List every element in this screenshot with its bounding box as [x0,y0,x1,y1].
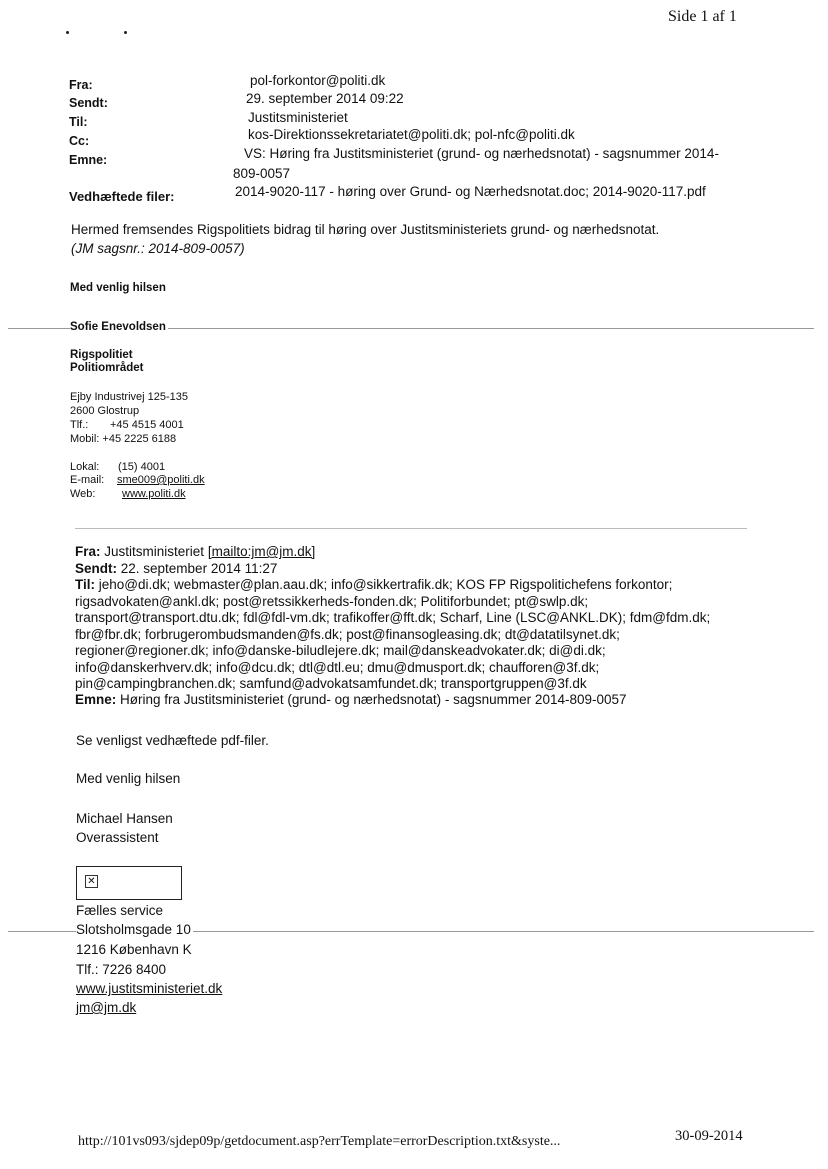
email2-city: 1216 København K [76,942,192,957]
email1-subject-label: Emne: [69,153,108,167]
email1-sig-web-link[interactable]: www.politi.dk [122,488,186,500]
email1-sig-tlf-label: Tlf.: [70,419,89,431]
email1-greeting: Med venlig hilsen [70,282,166,294]
email1-sig-email-link[interactable]: sme009@politi.dk [117,474,205,486]
email2-sig-name: Michael Hansen [76,811,173,826]
email2-to-line: jeho@di.dk; webmaster@plan.aau.dk; info@sikkertrafik.dk; KOS FP Rigspolitichefens forkontor; [98,577,673,592]
email2-subject: Høring fra Justitsministeriet (grund- og nærhedsnotat) - sagsnummer 2014-809-0057 [120,692,627,707]
email1-attachments-label: Vedhæftede filer: [69,189,175,204]
email2-to-line: rigsadvokaten@ankl.dk; post@retssikkerheds-fonden.dk; Politiforbundet; pt@swlp.dk; [75,594,589,609]
email1-from: pol-forkontor@politi.dk [250,73,386,88]
footer-url: http://101vs093/sjdep09p/getdocument.asp?errTemplate=errorDescription.txt&syste... [78,1134,561,1149]
email2-sent-row [75,561,277,576]
email1-from-label: Fra: [69,78,93,92]
footer-date: 30-09-2014 [675,1128,743,1144]
email1-sig-street: Ejby Industrivej 125-135 [70,391,189,403]
email1-sig-lokal: (15) 4001 [118,461,166,473]
email1-sig-org: Rigspolitiet [70,349,133,361]
email1-cc-label: Cc: [69,134,90,148]
email1-cc: kos-Direktionssekretariatet@politi.dk; pol-nfc@politi.dk [248,127,575,142]
email1-subject: VS: Høring fra Justitsministeriet (grund- og nærhedsnotat) - sagsnummer 2014- [244,146,719,161]
email2-to-label: Til: [75,577,95,592]
email2-subject-label: Emne: [75,692,117,707]
email1-sig-city: 2600 Glostrup [70,405,140,417]
email1-sig-web-label: Web: [70,488,96,500]
email2-mailto-link[interactable]: [mailto:jm@jm.dk] [207,544,316,559]
email1-sig-name: Sofie Enevoldsen [70,321,166,333]
broken-image-icon: ✕ [85,875,98,888]
email2-street: Slotsholmsgade 10 [76,922,191,937]
email2-to-line: regioner@regioner.dk; info@danske-biludlejere.dk; mail@danskeadvokater.dk; di@di.dk; [75,643,606,658]
email2-sent: 22. september 2014 11:27 [120,561,278,576]
email2-subject-row [75,692,627,707]
email2-to-line: transport@transport.dtu.dk; fdl@fdl-vm.dk; trafikoffer@fft.dk; Scharf, Line (LSC@ANKL.DK); fdm@fdm.dk; [75,610,711,625]
email2-web-link[interactable]: www.justitsministeriet.dk [76,981,223,996]
email1-ref: (JM sagsnr.: 2014-809-0057) [71,241,245,256]
scan-speck [66,31,69,34]
email1-sent: 29. september 2014 09:22 [246,91,404,106]
email2-to-row [75,577,672,592]
email2-body: Se venligst vedhæftede pdf-filer. [76,733,269,748]
broken-image-placeholder [76,866,182,900]
email1-sig-org2: Politiområdet [70,362,144,374]
email1-sig-email-label: E-mail: [70,474,105,486]
email2-sig-title: Overassistent [76,830,159,845]
email2-from-label: Fra: [75,544,101,559]
email2-to-line: info@danskerhverv.dk; info@dcu.dk; dtl@dtl.eu; dmu@dmusport.dk; chaufforen@3f.dk; [75,660,600,675]
email2-sent-label: Sendt: [75,561,117,576]
email1-attachments: 2014-9020-117 - høring over Grund- og Nærhedsnotat.doc; 2014-9020-117.pdf [235,184,706,199]
email1-body: Hermed fremsendes Rigspolitiets bidrag til høring over Justitsministeriets grund- og nærhedsnotat. [71,222,660,237]
email2-to-line: pin@campingbranchen.dk; samfund@advokatsamfundet.dk; transportgruppen@3f.dk [75,676,587,691]
email2-unit: Fælles service [76,903,164,918]
email2-greeting: Med venlig hilsen [76,771,181,786]
email1-sig-mobil: Mobil: +45 2225 6188 [70,433,177,445]
email1-sig-tlf: +45 4515 4001 [110,419,184,431]
email2-to-line: fbr@fbr.dk; forbrugerombudsmanden@fs.dk; post@finansogleasing.dk; dt@datatilsynet.dk; [75,627,620,642]
page-number: Side 1 af 1 [668,8,737,25]
forward-separator [75,528,747,529]
email2-tlf: Tlf.: 7226 8400 [76,962,167,977]
email1-to-label: Til: [69,115,88,129]
email1-to: Justitsministeriet [248,110,348,125]
email1-sig-lokal-label: Lokal: [70,461,100,473]
email2-email-link[interactable]: jm@jm.dk [76,1000,137,1015]
email1-subject-cont: 809-0057 [233,166,291,181]
email2-from-row [75,544,315,559]
email2-from: Justitsministeriet [104,544,205,559]
scan-speck [124,31,127,34]
email1-sent-label: Sendt: [69,96,108,110]
